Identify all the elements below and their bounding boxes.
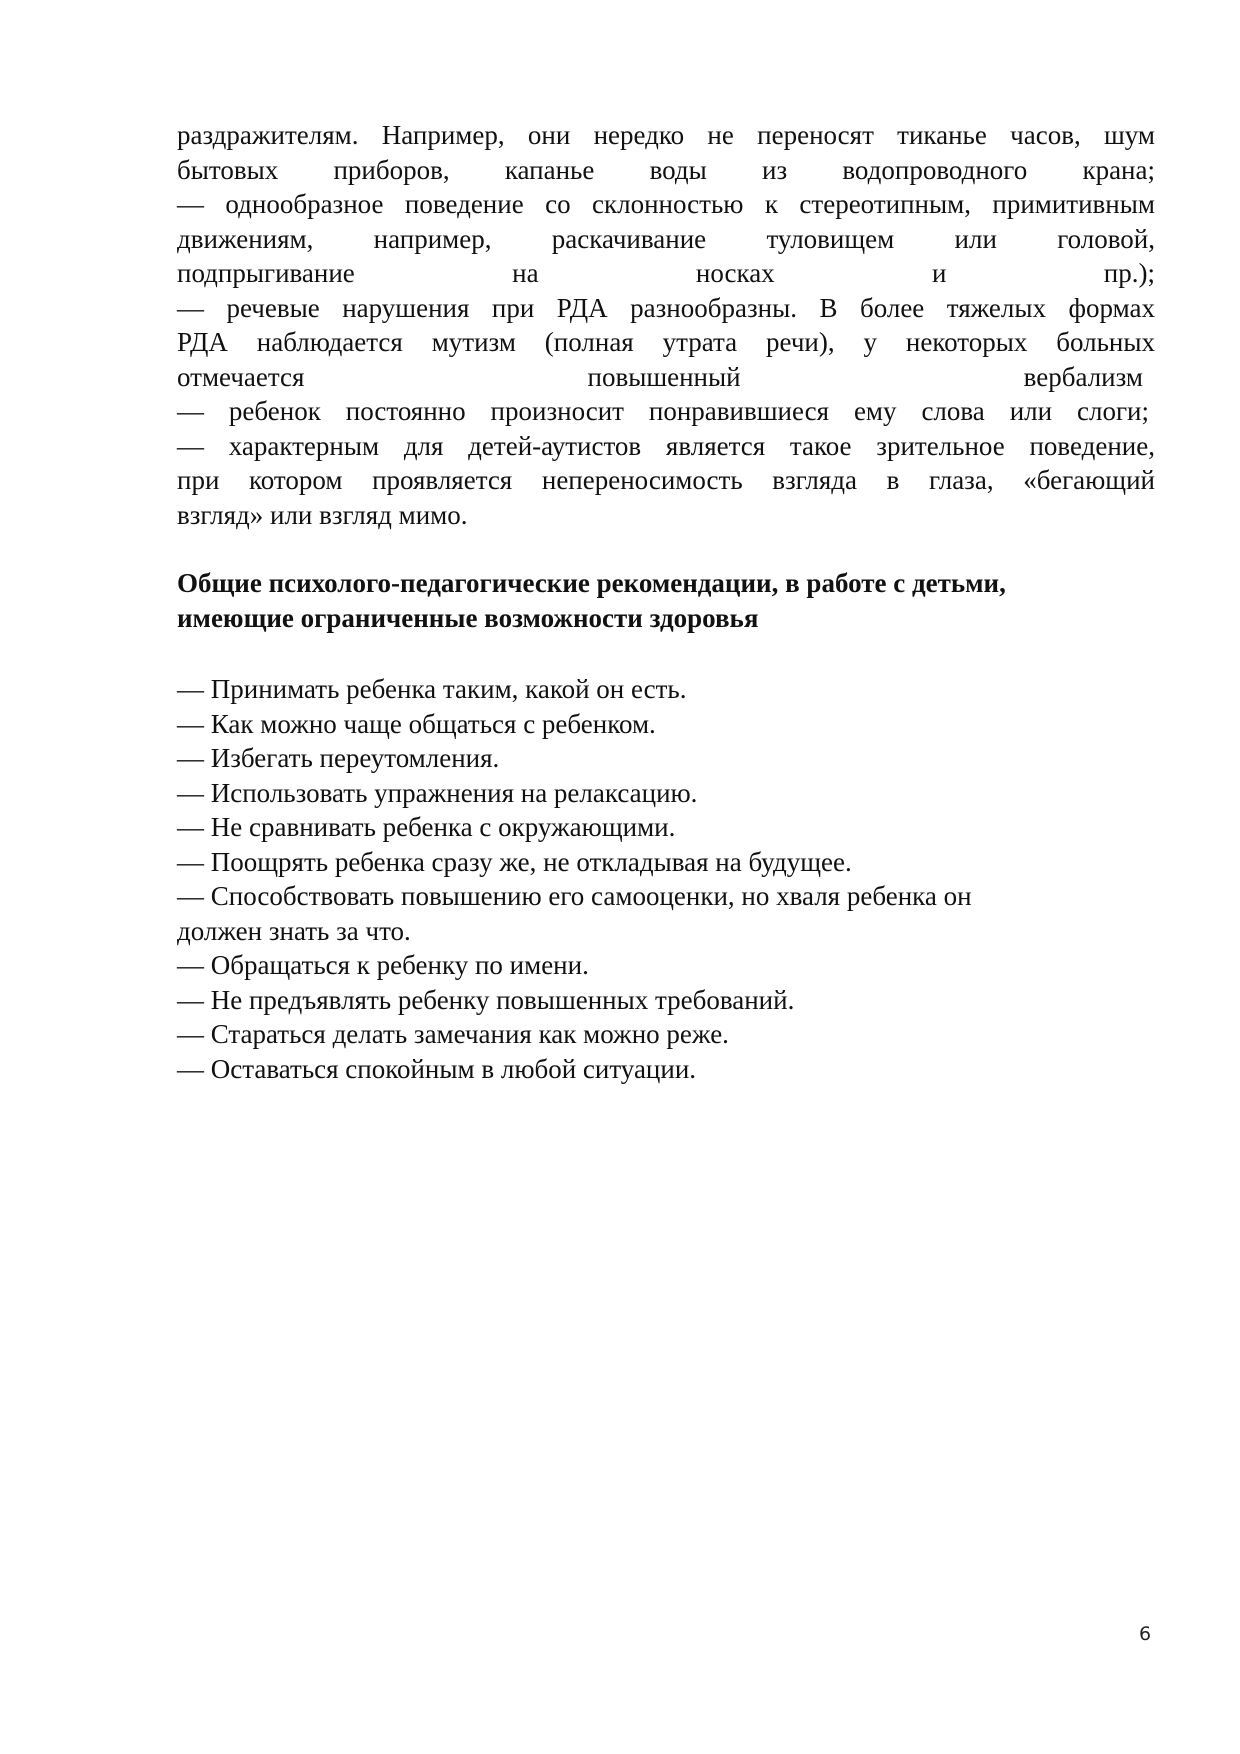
list-item: — Поощрять ребенка сразу же, не откладывая на будущее. bbox=[177, 846, 852, 877]
paragraph-line: РДА наблюдается мутизм (полная утрата речи), у некоторых больных bbox=[177, 327, 1155, 357]
list-item: — Не предъявлять ребенку повышенных требований. bbox=[177, 984, 795, 1015]
paragraph-line: — однообразное поведение со склонностью к стереотипным, примитивным bbox=[177, 189, 1155, 219]
list-item: должен знать за что. bbox=[177, 915, 411, 946]
list-item: — Способствовать повышению его самооценки, но хваля ребенка он bbox=[177, 881, 972, 911]
list-item: — Использовать упражнения на релаксацию. bbox=[177, 777, 698, 808]
recommendations-list bbox=[177, 672, 1155, 1086]
body-paragraph bbox=[177, 118, 1155, 532]
list-item: — Обращаться к ребенку по имени. bbox=[177, 950, 589, 980]
list-item: — Стараться делать замечания как можно реже. bbox=[177, 1019, 729, 1049]
paragraph-line: бытовых приборов, капанье воды из водопроводного крана; bbox=[177, 154, 1155, 185]
list-item: — Оставаться спокойным в любой ситуации. bbox=[177, 1053, 697, 1084]
section-heading bbox=[177, 566, 1155, 636]
page-number: 6 bbox=[1139, 1623, 1152, 1645]
paragraph-line: движениям, например, раскачивание туловищем или головой, bbox=[177, 223, 1155, 254]
paragraph-line: — ребенок постоянно произносит понравившиеся ему слова или слоги; bbox=[177, 396, 1149, 426]
list-item: — Принимать ребенка таким, какой он есть. bbox=[177, 674, 687, 704]
paragraph-line: отмечается повышенный вербализм bbox=[177, 361, 1143, 392]
paragraph-line: взгляд» или взгляд мимо. bbox=[177, 499, 468, 530]
list-item: — Как можно чаще общаться с ребенком. bbox=[177, 708, 656, 739]
page-content bbox=[177, 118, 1155, 1086]
paragraph-line: — характерным для детей-аутистов является такое зрительное поведение, bbox=[177, 430, 1155, 461]
paragraph-line: раздражителям. Например, они нередко не переносят тиканье часов, шум bbox=[177, 120, 1155, 150]
list-item: — Избегать переутомления. bbox=[177, 743, 500, 773]
list-item: — Не сравнивать ребенка с окружающими. bbox=[177, 812, 676, 842]
paragraph-line: — речевые нарушения при РДА разнообразны. В более тяжелых формах bbox=[177, 292, 1155, 323]
paragraph-line: подпрыгивание на носках и пр.); bbox=[177, 258, 1155, 288]
paragraph-line: при котором проявляется непереносимость взгляда в глаза, «бегающий bbox=[177, 465, 1155, 495]
heading-line: Общие психолого-педагогические рекомендации, в работе с детьми, bbox=[177, 568, 1006, 598]
heading-line: имеющие ограниченные возможности здоровья bbox=[177, 603, 759, 633]
